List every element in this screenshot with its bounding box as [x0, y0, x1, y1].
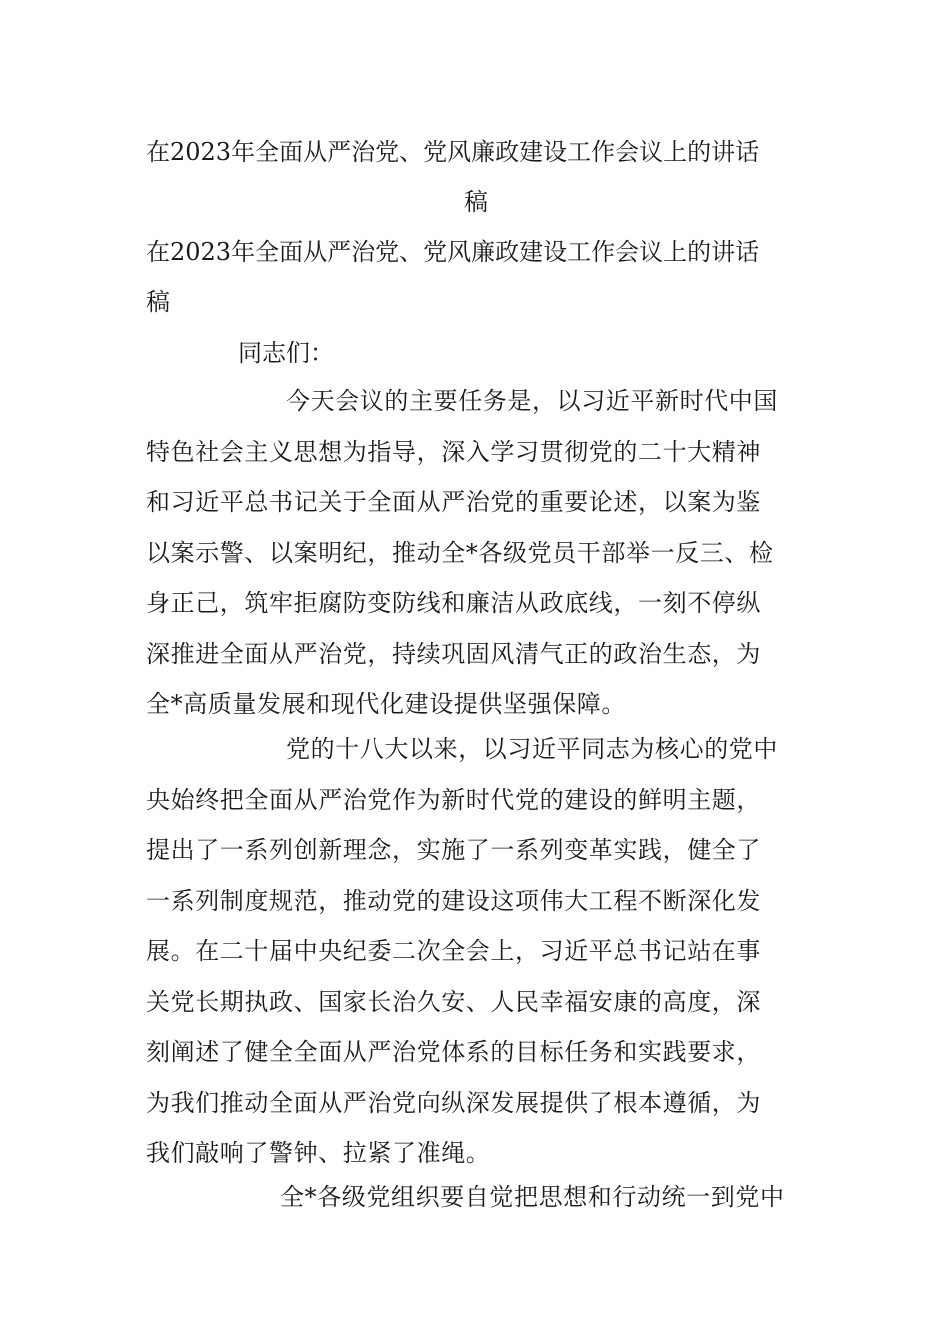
- paragraph-line: 全*各级党组织要自觉把思想和行动统一到党中: [280, 1183, 785, 1211]
- paragraph-line: 深推进全面从严治党，持续巩固风清气正的政治生态，为: [146, 639, 761, 668]
- paragraph-line: 刻阐述了健全全面从严治党体系的目标任务和实践要求，: [146, 1038, 761, 1066]
- document-title-line-1: 在2023年全面从严治党、党风廉政建设工作会议上的讲话: [146, 138, 760, 166]
- paragraph-line: 全*高质量发展和现代化建设提供坚强保障。: [146, 690, 626, 718]
- greeting: 同志们：: [238, 339, 334, 367]
- paragraph-line: 党的十八大以来，以习近平同志为核心的党中: [286, 735, 778, 763]
- paragraph-3: [146, 1172, 806, 1223]
- paragraph-line: 和习近平总书记关于全面从严治党的重要论述，以案为鉴: [146, 488, 761, 516]
- document-subtitle-line-1: 在2023年全面从严治党、党风廉政建设工作会议上的讲话: [146, 238, 760, 266]
- paragraph-line: 特色社会主义思想为指导，深入学习贯彻党的二十大精神: [146, 437, 761, 466]
- paragraph-line: 今天会议的主要任务是，以习近平新时代中国: [286, 387, 778, 415]
- paragraph-line: 提出了一系列创新理念，实施了一系列变革实践，健全了: [146, 836, 761, 864]
- paragraph-line: 关党长期执政、国家长治久安、人民幸福安康的高度，深: [146, 987, 761, 1016]
- paragraph-line: 展。在二十届中央纪委二次全会上，习近平总书记站在事: [146, 937, 761, 965]
- paragraph-1: [146, 376, 806, 730]
- document-subtitle-line-2: 稿: [146, 288, 170, 316]
- paragraph-line: 以案示警、以案明纪，推动全*各级党员干部举一反三、检: [146, 538, 774, 567]
- paragraph-line: 身正己，筑牢拒腐防变防线和廉洁从政底线，一刻不停纵: [146, 589, 761, 617]
- paragraph-2: [146, 724, 806, 1179]
- document-title-line-2: 稿: [464, 188, 488, 216]
- paragraph-line: 一系列制度规范，推动党的建设这项伟大工程不断深化发: [146, 886, 761, 915]
- paragraph-line: 央始终把全面从严治党作为新时代党的建设的鲜明主题，: [146, 785, 761, 814]
- paragraph-line: 我们敲响了警钟、拉紧了准绳。: [146, 1139, 491, 1167]
- paragraph-line: 为我们推动全面从严治党向纵深发展提供了根本遵循，为: [146, 1088, 761, 1117]
